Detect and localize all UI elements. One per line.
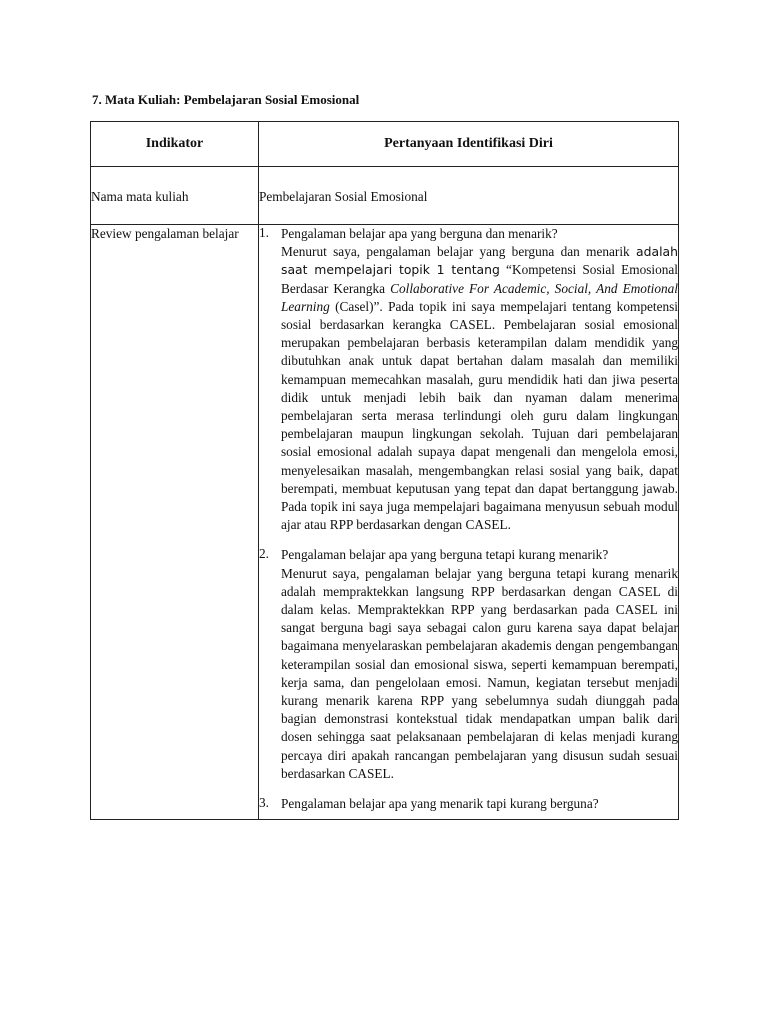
question-text: Pengalaman belajar apa yang berguna dan menarik? (281, 226, 558, 241)
header-indikator: Indikator (91, 122, 259, 167)
question-number: 1. (259, 225, 269, 240)
table-row-course-name (91, 167, 679, 225)
course-name-value: Pembelajaran Sosial Emosional (259, 167, 679, 225)
question-item-2 (259, 546, 678, 783)
course-name-label: Nama mata kuliah (91, 167, 259, 225)
question-list (259, 225, 678, 813)
header-pertanyaan: Pertanyaan Identifikasi Diri (259, 122, 679, 167)
table-row-review (91, 225, 679, 820)
page-heading: 7. Mata Kuliah: Pembelajaran Sosial Emosional (92, 92, 360, 107)
answer-text: Menurut saya, pengalaman belajar yang berguna dan menarik adalah saat mempelajari topik 1 tentang “Kompetensi Sosial Emosional Berdasar Kerangka Collaborative For Academic, Social, And Emotional Learning (Casel)”. Pada topik ini saya mempelajari tentang kompetensi sosial berdasarkan kerangka CASEL. Pembelajaran sosial emosional merupakan pembelajaran berbasis keterampilan dalam mendidik yang dibutuhkan anak untuk dapat bertahan dalam masalah dan memiliki kemampuan memecahkan masalah, guru mendidik hati dan jiwa peserta didik untuk menjadi lebih baik dan nyaman dalam menerima pembelajaran serta merasa terlindungi oleh guru dalam lingkungan pembelajaran maupun lingkungan sekolah. Tujuan dari pembelajaran sosial emosional adalah supaya dapat mengenali dan mengelola emosi, menyelesaikan masalah, mengembangkan relasi sosial yang baik, dapat berempati, membuat keputusan yang tepat dan dapat bertanggung jawab. Pada topik ini saya juga mempelajari bagaimana menyusun sebuah modul ajar atau RPP berdasarkan dengan CASEL. (281, 244, 678, 533)
question-text: Pengalaman belajar apa yang berguna tetapi kurang menarik? (281, 547, 609, 563)
self-identification-table (90, 121, 679, 820)
review-label: Review pengalaman belajar (91, 225, 259, 820)
table-header-row (91, 122, 679, 167)
question-number: 2. (259, 546, 269, 562)
question-text: Pengalaman belajar apa yang menarik tapi kurang berguna? (281, 796, 599, 812)
answer-text: Menurut saya, pengalaman belajar yang berguna tetapi kurang menarik adalah mempraktekkan langsung RPP berdasarkan dengan CASEL di dalam kelas. Mempraktekkan RPP yang berdasarkan pada CASEL ini sangat berguna bagi saya sebagai calon guru karena saya dapat belajar bagaimana menyelaraskan pembelajaran akademis dengan pengembangan keterampilan sosial dan emosional siswa, seperti kemampuan berempati, kerja sama, dan pengelolaan emosi. Namun, kegiatan tersebut menjadi kurang menarik karena RPP yang sebelumnya sudah diunggah pada bagian demonstrasi kontekstual tidak mendapatkan umpan balik dari dosen sehingga saat pelaksanaan pembelajaran di kelas menjadi kurang percaya diri apakah rancangan pembelajaran yang disusun sudah sesuai berdasarkan CASEL. (281, 565, 678, 781)
question-item-1 (259, 225, 678, 534)
review-content (259, 225, 679, 820)
question-number: 3. (259, 795, 269, 811)
question-item-3 (259, 795, 678, 813)
